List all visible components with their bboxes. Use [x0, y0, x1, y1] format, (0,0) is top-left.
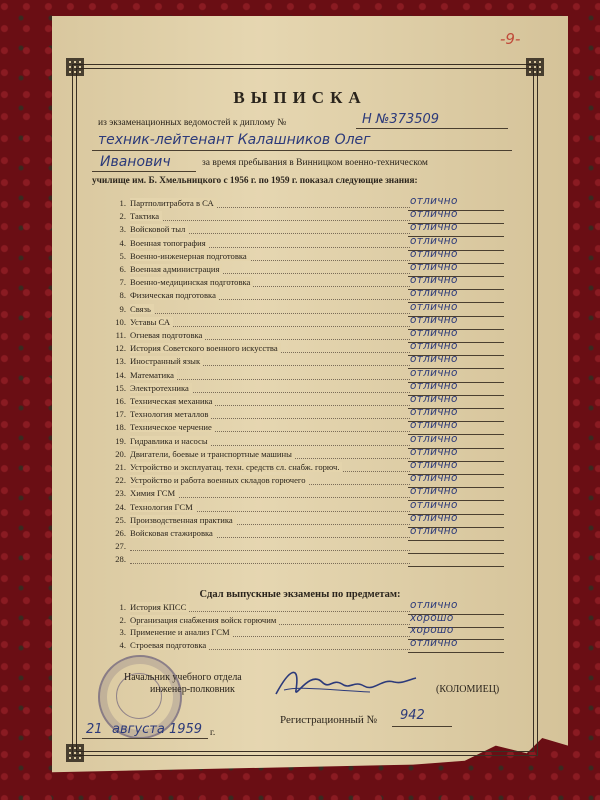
grade: отлично [410, 525, 458, 537]
row-number: 26. [115, 528, 126, 538]
row-number: 20. [115, 448, 126, 459]
diploma-number-underline [356, 128, 508, 129]
row-number: 1. [119, 198, 126, 208]
subject-name: Математика [130, 370, 177, 380]
row-number: 17. [115, 409, 126, 420]
grade: отлично [410, 511, 458, 524]
row-number: 25. [115, 514, 126, 525]
row-number: 13. [115, 356, 126, 367]
subject-name: Организация снабжения войск горючим [130, 615, 279, 625]
grade-underline [408, 566, 504, 567]
intro-line-1: из экзаменационных ведомостей к диплому № [98, 118, 287, 128]
row-number: 4. [119, 237, 126, 248]
subject-name: Двигатели, боевые и транспортные машины [130, 449, 295, 459]
subject-name: Военная администрация [130, 264, 222, 274]
subject-name: Физическая подготовка [130, 290, 219, 300]
diploma-number: Н №373509 [362, 112, 440, 127]
row-number: 12. [115, 343, 126, 354]
rank-and-name: техник-лейтенант Калашников Олег [98, 132, 371, 148]
dotted-leader [130, 220, 410, 221]
row-number: 27. [115, 541, 126, 552]
subject-row [110, 541, 510, 554]
dotted-leader [130, 313, 410, 314]
patronymic-underline [92, 171, 196, 172]
subject-name: Тактика [130, 211, 162, 221]
grade-underline [408, 652, 504, 653]
dotted-leader [130, 550, 410, 551]
grade: отлично [410, 261, 458, 273]
subject-name: Войсковой тыл [130, 224, 188, 234]
grade: отлично [410, 432, 458, 445]
row-number: 8. [119, 290, 126, 301]
official-name: (КОЛОМИЕЦ) [436, 684, 500, 695]
row-number: 7. [119, 277, 126, 288]
row-number: 14. [115, 369, 126, 380]
row-number: 3. [119, 627, 126, 637]
subject-name: Военно-медицинская подготовка [130, 277, 253, 287]
grade: отлично [410, 599, 458, 611]
subject-row [110, 554, 510, 567]
grade: отлично [410, 485, 458, 498]
registration-underline [392, 726, 452, 727]
row-number: 15. [115, 382, 126, 393]
subject-name: Устройство и эксплуатац. техн. средств сл. снабж. горюч. [130, 462, 342, 472]
official-title-line-2: инженер-полковник [150, 684, 235, 695]
subject-name: Производственная практика [130, 515, 236, 525]
subject-name: История КПСС [130, 602, 189, 612]
name-underline [92, 150, 512, 151]
grade: отлично [410, 406, 458, 419]
row-number: 16. [115, 396, 126, 406]
grade: отлично [410, 498, 458, 511]
grade: отлично [410, 327, 458, 339]
subject-name: Устройство и работа военных складов горючего [130, 475, 309, 485]
row-number: 23. [115, 488, 126, 499]
row-number: 18. [115, 422, 126, 433]
date-day: 21 [86, 722, 103, 737]
grade: отлично [410, 419, 458, 432]
intro-line-3: за время пребывания в Винницком военно-техническом [202, 158, 428, 168]
row-number: 10. [115, 316, 126, 327]
row-number: 1. [119, 602, 126, 612]
grade: отлично [410, 221, 458, 234]
row-number: 2. [119, 614, 126, 625]
grade: отлично [410, 472, 458, 485]
row-number: 19. [115, 435, 126, 446]
corner-ornament-top-right [526, 58, 544, 76]
grade: отлично [410, 195, 458, 207]
row-number: 24. [115, 501, 126, 512]
row-number: 4. [119, 639, 126, 650]
grade: отлично [410, 636, 458, 649]
subject-name: Строевая подготовка [130, 640, 209, 650]
row-number: 11. [115, 330, 126, 340]
subject-name: Гидравлика и насосы [130, 436, 211, 446]
subject-name: Военно-инженерная подготовка [130, 251, 250, 261]
row-number: 28. [115, 554, 126, 565]
grade: отлично [410, 353, 458, 366]
subject-name: Технология металлов [130, 409, 211, 419]
page-number: -9- [500, 30, 521, 48]
subject-name: Химия ГСМ [130, 488, 178, 498]
date-month-year: августа 1959 [112, 722, 203, 737]
grade: отлично [410, 247, 458, 260]
signature [270, 660, 420, 704]
subject-name: Техническая механика [130, 396, 215, 406]
grade: отлично [410, 366, 458, 379]
row-number: 2. [119, 211, 126, 222]
subject-name: Применение и анализ ГСМ [130, 627, 233, 637]
subject-name: Военная топография [130, 238, 209, 248]
dotted-leader [130, 563, 410, 564]
subject-name: Электротехника [130, 383, 192, 393]
corner-ornament-top-left [66, 58, 84, 76]
grade: хорошо [410, 611, 454, 624]
grade: хорошо [410, 624, 454, 636]
final-exams-heading: Сдал выпускные экзамены по предметам: [199, 589, 401, 600]
subject-name: История Советского военного искусства [130, 343, 281, 353]
row-number: 5. [119, 250, 126, 261]
official-title-line-1: Начальник учебного отдела [124, 672, 242, 683]
grade: отлично [410, 274, 458, 287]
patronymic: Иванович [100, 154, 171, 170]
registration-label: Регистрационный № [280, 714, 378, 726]
date-underline [82, 738, 208, 739]
document-title: ВЫПИСКА [233, 88, 367, 107]
grade: отлично [410, 379, 458, 392]
grade: отлично [410, 445, 458, 458]
row-number: 9. [119, 303, 126, 314]
subject-name: Партполитработа в СА [130, 198, 217, 208]
row-number: 3. [119, 224, 126, 235]
grade: отлично [410, 287, 458, 300]
grade: отлично [410, 340, 458, 353]
subject-name: Огневая подготовка [130, 330, 205, 340]
row-number: 22. [115, 475, 126, 486]
grade: отлично [410, 459, 458, 471]
row-number: 21. [115, 462, 126, 472]
subject-name: Связь [130, 304, 154, 314]
subject-name: Иностранный язык [130, 356, 203, 366]
grade: отлично [410, 393, 458, 405]
intro-line-4: училище им. Б. Хмельницкого с 1956 г. по 1959 г. показал следующие знания: [92, 176, 418, 186]
subject-name: Технология ГСМ [130, 502, 196, 512]
subject-name: Техническое черчение [130, 422, 215, 432]
row-number: 6. [119, 264, 126, 274]
grade: отлично [410, 208, 458, 221]
date-suffix: г. [210, 728, 216, 738]
corner-ornament-bottom-left [66, 744, 84, 762]
grade: отлично [410, 313, 458, 326]
subject-name: Войсковая стажировка [130, 528, 216, 538]
subject-row [110, 525, 510, 541]
grade: отлично [410, 234, 458, 247]
final-exam-row [110, 636, 510, 653]
subject-name: Уставы СА [130, 317, 173, 327]
registration-number: 942 [400, 708, 425, 723]
grade: отлично [410, 300, 458, 313]
